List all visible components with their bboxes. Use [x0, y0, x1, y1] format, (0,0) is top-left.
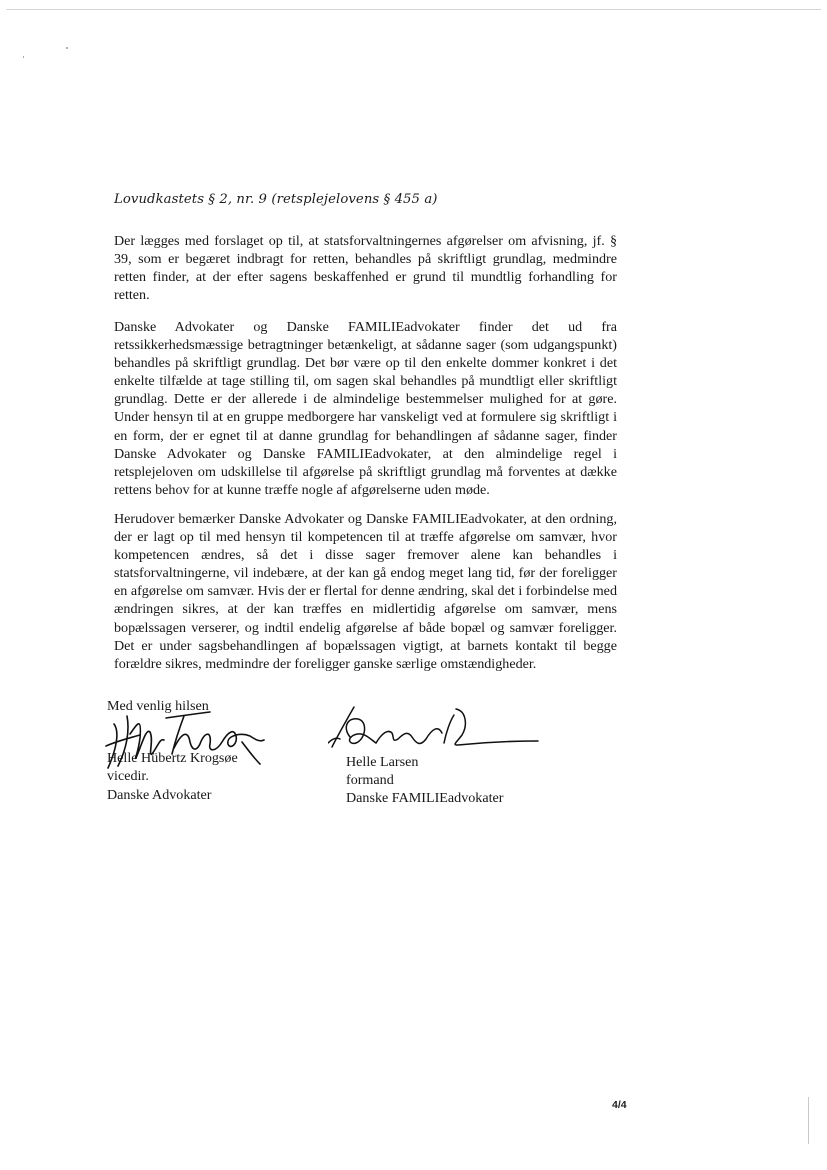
- signatory-title: formand: [346, 772, 394, 789]
- signatory-name: Helle Hübertz Krogsøe: [107, 750, 238, 767]
- signatory-title: vicedir.: [107, 768, 149, 785]
- scan-speck: [23, 56, 24, 58]
- paragraph: Der lægges med forslaget op til, at statsforvaltningernes afgørelser om afvisning, jf. § 39, som er begæret indbragt for retten, behandles på skriftligt grundlag, medmindre retten finder, at der efter sagens beskaffenhed er grund til mundtlig forhandling for retten.: [114, 233, 617, 304]
- scan-edge-line: [808, 1097, 809, 1144]
- signature-block-right: [346, 753, 566, 808]
- paragraph: Danske Advokater og Danske FAMILIEadvokater finder det ud fra retssikkerhedsmæssige betragtninger betænkeligt, at sådanne sager (som udgangspunkt) behandles på skriftligt grundlag. Det bør være op til den enkelte dommer konkret i det enkelte tilfælde at tage stilling til, om sagen skal behandles på mundtligt eller skriftligt grundlag. Dette er der allerede i de almindelige bestemmelser mulighed for at gøre. Under hensyn til at en gruppe medborgere har vanskeligt ved at formulere sig skriftligt i en form, der er egnet til at danne grundlag for behandlingen af sådanne sager, finder Danske Advokater og Danske FAMILIEadvokater, at den almindelige regel i retsplejeloven om udskillelse til afgørelse på skriftligt grundlag må forventes at dække rettens behov for at kunne træffe nogle af afgørelserne uden møde.: [114, 319, 617, 498]
- scan-speck: [66, 47, 68, 49]
- signatory-name: Helle Larsen: [346, 754, 419, 770]
- signatory-organization: Danske Advokater: [107, 786, 212, 803]
- section-heading: Lovudkastets § 2, nr. 9 (retsplejelovens § 455 a): [114, 192, 438, 207]
- paragraph: Herudover bemærker Danske Advokater og Danske FAMILIEadvokater, at den ordning, der er lagt op til med hensyn til kompetencen til at træffe afgørelse om samvær, hvor kompetencen ændres, så det i disse sager fremover alene kan behandles i statsforvaltningerne, vil indebære, at der kan gå endog meget lang tid, før der foreligger en afgørelse om samvær. Hvis der er flertal for denne ændring, skal det i forbindelse med ændringen sikres, at der kan træffes en midlertidig afgørelse om samvær, mens bopælssagen verserer, og indtil endelig afgørelse af både bopæl og samvær foreligger. Det er under sagsbehandlingen af bopælssagen vigtigt, at barnets kontakt til begge forældre sikres, medmindre der foreligger ganske særlige omstændigheder.: [114, 511, 617, 672]
- page-number: 4/4: [612, 1099, 627, 1111]
- closing-greeting: Med venlig hilsen: [107, 698, 209, 714]
- signatory-organization: Danske FAMILIEadvokater: [346, 790, 504, 807]
- handwritten-signature-left: [100, 702, 270, 774]
- handwritten-signature-right: [328, 703, 542, 755]
- scan-top-edge: [6, 9, 821, 10]
